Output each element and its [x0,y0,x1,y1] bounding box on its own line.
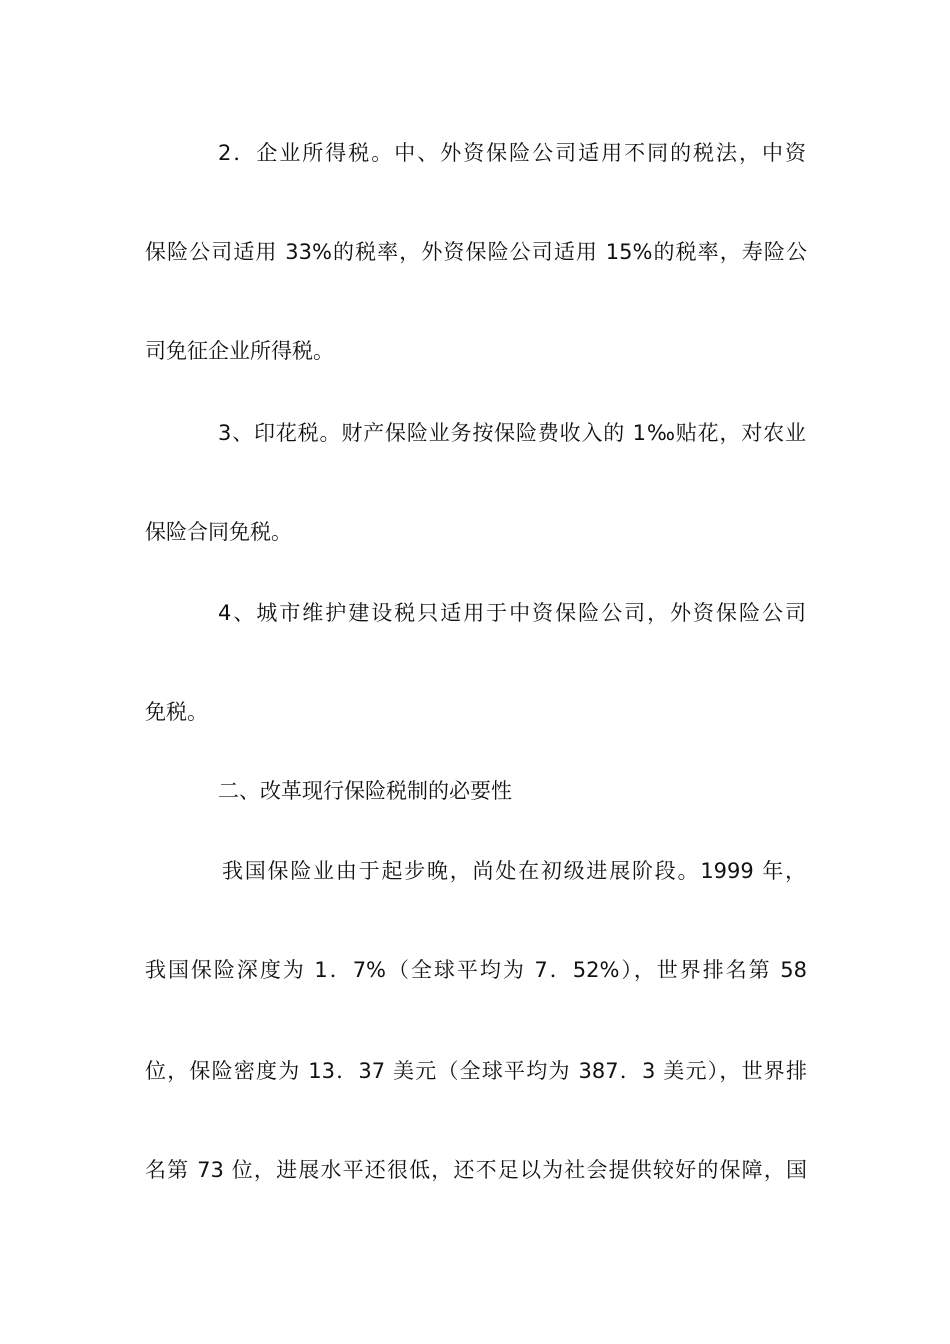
paragraph-line: 4、城市维护建设税只适用于中资保险公司，外资保险公司 [218,601,806,625]
paragraph-line: 免税。 [145,700,208,724]
paragraph-line: 保险合同免税。 [145,520,292,544]
paragraph-line: 2．企业所得税。中、外资保险公司适用不同的税法，中资 [218,141,806,165]
paragraph-line: 我国保险业由于起步晚，尚处在初级进展阶段。1999 年， [222,859,806,883]
paragraph-line: 位，保险密度为 13．37 美元（全球平均为 387．3 美元），世界排 [145,1059,807,1083]
paragraph-line: 保险公司适用 33%的税率，外资保险公司适用 15%的税率，寿险公 [145,240,807,264]
paragraph-line: 司免征企业所得税。 [145,339,334,363]
paragraph-line: 名第 73 位，进展水平还很低，还不足以为社会提供较好的保障，国 [145,1158,807,1182]
paragraph-line: 3、印花税。财产保险业务按保险费收入的 1‰贴花，对农业 [218,421,806,445]
section-heading: 二、改革现行保险税制的必要性 [218,779,512,803]
paragraph-line: 我国保险深度为 1．7%（全球平均为 7．52%），世界排名第 58 [145,958,807,982]
